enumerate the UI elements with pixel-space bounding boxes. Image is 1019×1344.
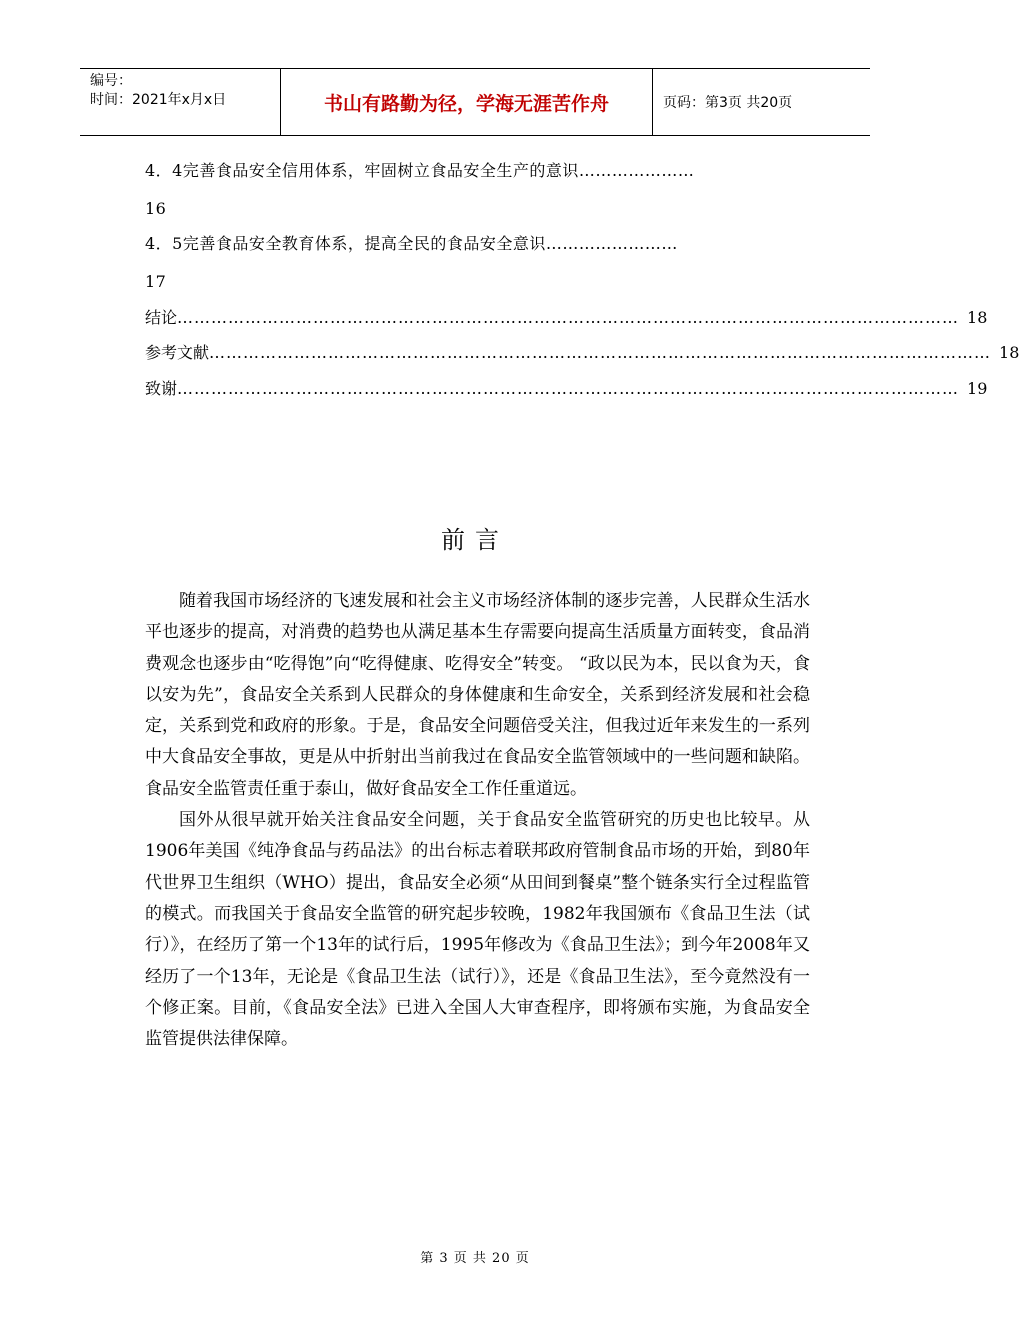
toc-item-page: 18: [999, 343, 1019, 362]
paragraph: 国外从很早就开始关注食品安全问题，关于食品安全监管研究的历史也比较早。从1906年美国《纯净食品与药品法》的出台标志着联邦政府管制食品市场的开始，到80年代世界卫生组织（WHO）提出，食品安全必须“从田间到餐桌”整个链条实行全过程监管的模式。而我国关于食品安全监管的研究起步较晚，1982年我国颁布《食品卫生法（试行）》，在经历了第一个13年的试行后，1995年修改为《食品卫生法》；到今年2008年又经历了一个13年，无论是《食品卫生法（试行）》，还是《食品卫生法》，至今竟然没有一个修正案。目前，《食品安全法》已进入全国人大审查程序，即将颁布实施，为食品安全监管提供法律保障。: [145, 810, 810, 1050]
page-footer: 第 3 页 共 20 页: [420, 1251, 530, 1266]
page-header: [80, 68, 870, 136]
section-title: 前言: [441, 526, 509, 554]
header-number: 编号：: [90, 73, 132, 89]
toc-item-4-5[interactable]: [145, 232, 810, 256]
toc-item-label: 参考文献: [145, 343, 210, 362]
toc-item-4-4[interactable]: [145, 159, 810, 183]
toc-item-page: 17: [145, 272, 167, 291]
toc-item-page: 16: [145, 199, 167, 218]
toc-leader-dots: …………………………………………………………………………………………………………………………: [177, 379, 960, 398]
toc-leader-dots: …………………………………………………………………………………………………………………………: [177, 308, 960, 327]
header-page-info: 页码：第3页 共20页: [663, 95, 793, 111]
toc-leader-dots: …………………………………………………………………………………………………………………………: [209, 343, 992, 362]
toc-item-label: 致谢: [145, 379, 178, 398]
toc-item-page: 18: [967, 308, 988, 327]
toc-item-page: 19: [967, 379, 988, 398]
toc-item-label: 4．4完善食品安全信用体系，牢固树立食品安全生产的意识…………………: [145, 161, 695, 180]
toc-item-conclusion[interactable]: [145, 306, 988, 330]
toc-item-4-4-page: [145, 197, 810, 221]
paragraph: 随着我国市场经济的飞速发展和社会主义市场经济体制的逐步完善，人民群众生活水平也逐步的提高，对消费的趋势也从满足基本生存需要向提高生活质量方面转变，食品消费观念也逐步由“吃得饱”向“吃得健康、吃得安全”转变。 “政以民为本，民以食为天，食以安为先”，食品安全关系到人民群众的身体健康和生命安全，关系到经济发展和社会稳定，关系到党和政府的形象。于是，食品安全问题倍受关注，但我过近年来发生的一系列中大食品安全事故，更是从中折射出当前我过在食品安全监管领域中的一些问题和缺陷。食品安全监管责任重于泰山，做好食品安全工作任重道远。: [145, 591, 810, 799]
toc-item-references[interactable]: [145, 341, 1019, 365]
toc-item-4-5-page: [145, 270, 810, 294]
toc-item-label: 4．5完善食品安全教育体系，提高全民的食品安全意识……………………: [145, 234, 678, 253]
header-date: 时间：2021年x月x日: [90, 92, 227, 108]
header-motto: 书山有路勤为径，学海无涯苦作舟: [281, 69, 653, 135]
header-meta: [80, 69, 281, 135]
toc-item-acknowledgements[interactable]: [145, 377, 988, 401]
toc-item-label: 结论: [145, 308, 178, 327]
section-body: [145, 586, 810, 1055]
